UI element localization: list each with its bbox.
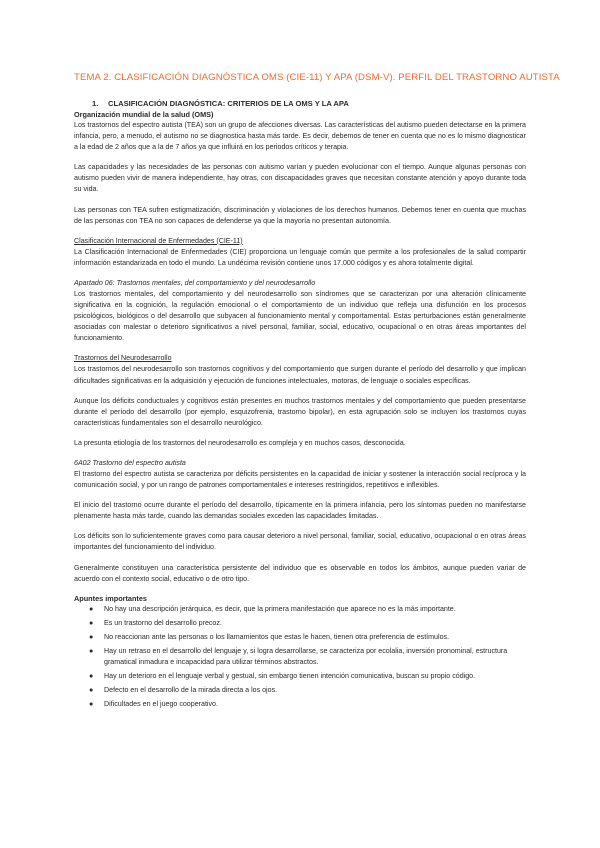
oms-heading: Organización mundial de la salud (OMS) (74, 110, 214, 119)
bullet-icon: ● (89, 604, 94, 613)
page-title: TEMA 2. CLASIFICACIÓN DIAGNÓSTICA OMS (CIE-11) Y APA (DSM-V). PERFIL DEL TRASTORNO AUTISTA (74, 72, 560, 83)
list-item (74, 685, 526, 696)
oms-paragraph-3: Las personas con TEA sufren estigmatización, discriminación y violaciones de los derechos humanos. Debemos tener en cuenta que muchas de las personas con TEA no son capaces de defenderse ya que la mayoría no presentan autonomía. (74, 205, 526, 225)
list-item (74, 646, 526, 668)
a02-paragraph-3: Los déficits son lo suficientemente graves como para causar deterioro a nivel personal, familiar, social, educativo, ocupacional o en otras áreas importantes del funcionamiento del individuo. (74, 532, 526, 552)
list-item-text: Es un trastorno del desarrollo precoz. (104, 618, 222, 627)
a02-paragraph-1: El trastorno del espectro autista se caracteriza por déficits persistentes en la capacidad de iniciar y sostener la interacción social recíproca y la comunicación social, y por un rango de patrones comportamentales e intereses restringidos, repetitivos e inflexibles. (74, 469, 526, 490)
section-number: 1. (92, 99, 99, 108)
apartado-heading: Apartado 06: Trastornos mentales, del comportamiento y del neurodesarrollo (74, 278, 316, 287)
list-item-text: Hay un deterioro en el lenguaje verbal y gestual, sin embargo tienen intención comunicativa, buscan su propio código. (104, 672, 476, 681)
apuntes-list (74, 604, 526, 711)
list-item (74, 632, 526, 643)
neuro-paragraph-1: Los trastornos del neurodesarrollo son trastornos cognitivos y del comportamiento que surgen durante el período del desarrollo y que implican dificultades significativas en la adquisición y ejecución de funciones intelectuales, motoras, de lenguaje o sociales específicas. (74, 365, 526, 385)
cie-paragraph-1: La Clasificación Internacional de Enfermedades (CIE) proporciona un lenguaje común que permite a los profesionales de la salud compartir información estandarizada en todo el mundo. La undécima revisión contiene unos 17.000 códigos y es ahora totalmente digital. (74, 247, 526, 267)
list-item-text: No reaccionan ante las personas o los llamamientos que estas le hacen, tienen otra preferencia de estímulos. (104, 632, 450, 641)
list-item (74, 699, 526, 710)
neuro-heading: Trastornos del Neurodesarrollo (74, 354, 172, 363)
a02-paragraph-2: El inicio del trastorno ocurre durante el período del desarrollo, típicamente en la primera infancia, pero los síntomas pueden no manifestarse plenamente hasta más tarde, cuando las demandas sociales exceden las capacidades limitadas. (74, 501, 526, 521)
neuro-paragraph-3: La presunta etiología de los trastornos del neurodesarrollo es compleja y en muchos casos, desconocida. (74, 438, 406, 447)
bullet-icon: ● (89, 700, 94, 709)
bullet-icon: ● (89, 672, 94, 681)
list-item-text: Hay un retraso en el desarrollo del lenguaje y, si logra desarrollarse, se caracteriza por ecolalia, inversión pronominal, estructura gramatical inmadura e incapacidad para utilizar términos abstractos. (104, 647, 508, 667)
bullet-icon: ● (89, 647, 94, 655)
oms-paragraph-2: Las capacidades y las necesidades de las personas con autismo varían y pueden evolucionar con el tiempo. Aunque algunas personas con autismo pueden vivir de manera independiente, hay otras, con discapacidades graves que necesitan constante atención y apoyo durante toda su vida. (74, 163, 526, 194)
oms-paragraph-1: Los trastornos del espectro autista (TEA) son un grupo de afecciones diversas. Las características del autismo pueden detectarse en la primera infancia, pero, a menudo, el autismo no se diagnostica hasta más tarde. Es decir, debemos de tener en cuenta que no es lo mismo diagnosticar a la edad de 2 años que a la de 7 años ya que influirá en los periodos críticos y terapia. (74, 121, 526, 152)
list-item (74, 618, 526, 629)
list-item-text: No hay una descripción jerárquica, es decir, que la primera manifestación que aparece no es la más importante. (104, 604, 456, 613)
a02-heading: 6A02 Trastorno del espectro autista (74, 458, 186, 467)
apuntes-heading: Apuntes importantes (74, 593, 147, 603)
cie-heading: Clasificación Internacional de Enfermedades (CIE-11) (74, 236, 243, 245)
bullet-icon: ● (89, 632, 94, 641)
section-heading (92, 99, 526, 108)
bullet-icon: ● (89, 686, 94, 695)
list-item (74, 604, 526, 615)
bullet-icon: ● (89, 618, 94, 627)
a02-paragraph-4: Generalmente constituyen una característica persistente del individuo que es observable en todos los ámbitos, aunque pueden variar de acuerdo con el contexto social, educativo o de otro tipo. (74, 563, 526, 583)
list-item (74, 671, 526, 682)
apartado-paragraph-1: Los trastornos mentales, del comportamiento y del neurodesarrollo son síndromes que se caracterizan por una alteración clínicamente significativa en la cognición, la regulación emocional o el comportamiento de un individuo que refleja una disfunción en los procesos psicológicos, biológicos o del desarrollo que subyacen al funcionamiento mental y comportamental. Estas perturbaciones están generalmente asociadas con malestar o deterioro significativos a nivel personal, familiar, social, educativo, ocupacional o en otras áreas importantes del funcionamiento. (74, 289, 526, 343)
list-item-text: Dificultades en el juego cooperativo. (104, 700, 218, 709)
section-title: CLASIFICACIÓN DIAGNÓSTICA: CRITERIOS DE LA OMS Y LA APA (108, 99, 349, 108)
list-item-text: Defecto en el desarrollo de la mirada directa a los ojos. (104, 686, 278, 695)
neuro-paragraph-2: Aunque los déficits conductuales y cognitivos están presentes en muchos trastornos mentales y del comportamiento que pueden presentarse durante el período del desarrollo (por ejemplo, esquizofrenia, trastorno bipolar), en esta agrupación solo se incluyen los trastornos cuyas características fundamentales son el desarrollo neurológico. (74, 396, 526, 427)
